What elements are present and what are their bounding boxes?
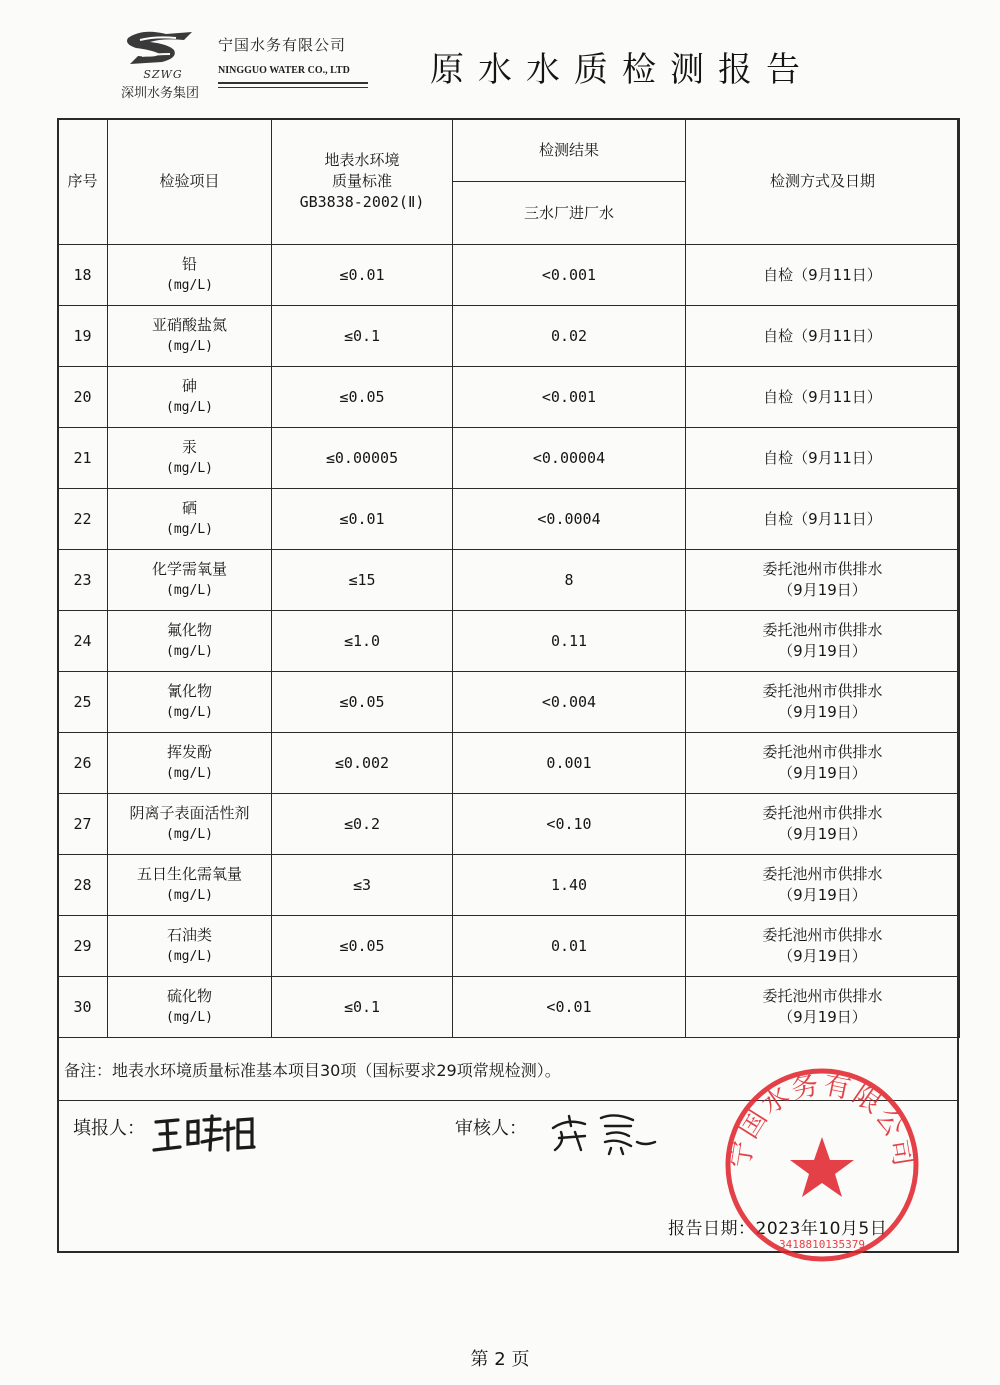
- item-unit: (mg/L): [166, 583, 213, 598]
- cell-result: [453, 977, 686, 1038]
- standard-limit: ≤15: [348, 570, 376, 589]
- method-line: 自检（9月11日）: [763, 265, 882, 284]
- cell-result: [453, 672, 686, 733]
- row-number: 23: [73, 570, 92, 589]
- item-unit: (mg/L): [166, 949, 213, 964]
- cell-seq: [58, 428, 108, 489]
- method-line: （9月19日）: [778, 764, 867, 782]
- cell-standard: [272, 611, 453, 672]
- item-name: 铅: [181, 255, 197, 273]
- method-line: 自检（9月11日）: [763, 509, 882, 528]
- result-value: <0.004: [541, 692, 597, 711]
- cell-result: [453, 916, 686, 977]
- method-line: （9月19日）: [778, 581, 867, 599]
- row-number: 19: [73, 326, 92, 345]
- cell-item: [108, 977, 272, 1038]
- standard-limit: ≤0.2: [343, 814, 381, 833]
- standard-limit: ≤0.01: [339, 509, 385, 528]
- header-seq: 序号: [58, 119, 108, 245]
- reviewer-signature: [545, 1108, 665, 1156]
- method-line: （9月19日）: [778, 825, 867, 843]
- table-row: [58, 611, 960, 672]
- cell-result: [453, 733, 686, 794]
- cell-standard: [272, 367, 453, 428]
- table-header-row: [58, 119, 960, 182]
- method-line: 自检（9月11日）: [763, 387, 882, 406]
- method-line: 委托池州市供排水: [762, 743, 883, 761]
- cell-item: [108, 611, 272, 672]
- standard-limit: ≤3: [352, 875, 372, 894]
- cell-seq: [58, 489, 108, 550]
- item-name: 硫化物: [166, 987, 212, 1005]
- szwg-logo-icon: [122, 28, 198, 68]
- cell-result: [453, 550, 686, 611]
- cell-standard: [272, 306, 453, 367]
- method-line: （9月19日）: [778, 703, 867, 721]
- remark: 备注：地表水环境质量标准基本项目30项（国标要求29项常规检测）。: [64, 1061, 561, 1080]
- header-result: 检测结果: [453, 119, 686, 182]
- result-value: 0.01: [550, 936, 588, 955]
- cell-item: [108, 916, 272, 977]
- item-name: 化学需氧量: [151, 560, 227, 578]
- company-rule: [218, 82, 368, 88]
- row-number: 25: [73, 692, 92, 711]
- quality-table: [57, 118, 960, 1038]
- cell-item: [108, 428, 272, 489]
- item-unit: (mg/L): [166, 522, 213, 537]
- filler-label: 填报人：: [73, 1118, 145, 1139]
- table-row: [58, 916, 960, 977]
- group-name: 深圳水务集团: [120, 86, 199, 101]
- result-value: 1.40: [550, 875, 588, 894]
- item-name: 氟化物: [166, 621, 212, 639]
- cell-result: [453, 489, 686, 550]
- method-line: 委托池州市供排水: [762, 926, 883, 944]
- cell-item: [108, 245, 272, 306]
- row-number: 18: [73, 265, 92, 284]
- table-row: [58, 672, 960, 733]
- header-standard-line1: 地表水环境: [324, 151, 400, 169]
- item-unit: (mg/L): [166, 1010, 213, 1025]
- method-line: 委托池州市供排水: [762, 560, 883, 578]
- cell-seq: [58, 977, 108, 1038]
- table-row: [58, 489, 960, 550]
- company-name-cn: 宁国水务有限公司: [218, 36, 347, 54]
- cell-seq: [58, 245, 108, 306]
- standard-limit: ≤0.05: [339, 387, 385, 406]
- row-number: 30: [73, 997, 92, 1016]
- item-name: 砷: [181, 377, 197, 395]
- cell-seq: [58, 611, 108, 672]
- row-number: 27: [73, 814, 92, 833]
- row-number: 20: [73, 387, 92, 406]
- table-row: [58, 855, 960, 916]
- method-line: 委托池州市供排水: [762, 987, 883, 1005]
- page-number: 第 2 页: [470, 1349, 530, 1370]
- table-row: [58, 733, 960, 794]
- header-standard-line2: 质量标准: [331, 172, 392, 190]
- row-number: 26: [73, 753, 92, 772]
- seal-text: 宁国水务有限公司: [724, 1069, 920, 1171]
- group-logo-latin: SZWG: [143, 68, 183, 81]
- method-line: 委托池州市供排水: [762, 865, 883, 883]
- table-row: [58, 550, 960, 611]
- result-value: <0.001: [541, 265, 597, 284]
- cell-method: [686, 306, 960, 367]
- group-logo: [110, 28, 210, 100]
- reviewer-label: 审核人：: [455, 1118, 527, 1139]
- header-method: 检测方式及日期: [686, 119, 960, 245]
- item-name: 氰化物: [166, 682, 212, 700]
- item-name: 挥发酚: [166, 743, 212, 761]
- method-line: 委托池州市供排水: [762, 621, 883, 639]
- item-unit: (mg/L): [166, 400, 213, 415]
- standard-limit: ≤0.1: [343, 997, 381, 1016]
- header-result-sub: 三水厂进厂水: [453, 182, 686, 245]
- item-unit: (mg/L): [166, 766, 213, 781]
- method-line: （9月19日）: [778, 886, 867, 904]
- result-value: <0.0004: [537, 509, 601, 528]
- cell-standard: [272, 489, 453, 550]
- result-value: 0.11: [550, 631, 588, 650]
- result-value: 0.001: [546, 753, 592, 772]
- cell-method: [686, 611, 960, 672]
- header-standard: [272, 119, 453, 245]
- cell-method: [686, 855, 960, 916]
- cell-standard: [272, 916, 453, 977]
- cell-method: [686, 794, 960, 855]
- item-name: 汞: [181, 438, 197, 456]
- header-standard-line3: GB3838-2002(Ⅱ): [299, 193, 425, 211]
- standard-limit: ≤0.05: [339, 936, 385, 955]
- row-number: 21: [73, 448, 92, 467]
- item-unit: (mg/L): [166, 705, 213, 720]
- report-header: [0, 0, 1000, 118]
- row-number: 24: [73, 631, 92, 650]
- item-unit: (mg/L): [166, 888, 213, 903]
- method-line: 自检（9月11日）: [763, 326, 882, 345]
- table-row: [58, 428, 960, 489]
- table-row: [58, 367, 960, 428]
- cell-standard: [272, 245, 453, 306]
- cell-method: [686, 428, 960, 489]
- table-row: [58, 245, 960, 306]
- method-line: 自检（9月11日）: [763, 448, 882, 467]
- cell-method: [686, 489, 960, 550]
- cell-method: [686, 245, 960, 306]
- cell-item: [108, 794, 272, 855]
- table-row: [58, 306, 960, 367]
- cell-result: [453, 855, 686, 916]
- seal-code: 3418810135379: [778, 1238, 866, 1251]
- item-unit: (mg/L): [166, 339, 213, 354]
- filler-signature: [150, 1110, 260, 1158]
- cell-result: [453, 306, 686, 367]
- method-line: 委托池州市供排水: [762, 682, 883, 700]
- row-number: 29: [73, 936, 92, 955]
- standard-limit: ≤0.002: [334, 753, 390, 772]
- company-name-en: NINGGUO WATER CO., LTD: [218, 65, 350, 76]
- item-name: 石油类: [166, 926, 212, 944]
- method-line: 委托池州市供排水: [762, 804, 883, 822]
- item-unit: (mg/L): [166, 827, 213, 842]
- method-line: （9月19日）: [778, 947, 867, 965]
- method-line: （9月19日）: [778, 642, 867, 660]
- report-date: 报告日期：2023年10月5日: [668, 1219, 888, 1239]
- cell-method: [686, 672, 960, 733]
- table-body: [58, 245, 960, 1038]
- cell-standard: [272, 672, 453, 733]
- document-title: 原水水质检测报告: [430, 50, 814, 90]
- standard-limit: ≤1.0: [343, 631, 381, 650]
- table-row: [58, 794, 960, 855]
- table-row: [58, 977, 960, 1038]
- cell-result: [453, 794, 686, 855]
- item-name: 阴离子表面活性剂: [129, 804, 250, 822]
- company-block: [218, 34, 363, 88]
- cell-item: [108, 672, 272, 733]
- item-unit: (mg/L): [166, 278, 213, 293]
- item-unit: (mg/L): [166, 461, 213, 476]
- cell-item: [108, 855, 272, 916]
- cell-item: [108, 550, 272, 611]
- result-value: <0.001: [541, 387, 597, 406]
- result-value: 8: [564, 570, 574, 589]
- cell-seq: [58, 794, 108, 855]
- cell-standard: [272, 550, 453, 611]
- header-item: 检验项目: [108, 119, 272, 245]
- standard-limit: ≤0.05: [339, 692, 385, 711]
- cell-seq: [58, 672, 108, 733]
- item-name: 五日生化需氧量: [136, 865, 242, 883]
- cell-standard: [272, 794, 453, 855]
- result-value: <0.01: [546, 997, 592, 1016]
- item-name: 硒: [181, 499, 197, 517]
- cell-seq: [58, 367, 108, 428]
- result-value: <0.00004: [532, 448, 606, 467]
- cell-standard: [272, 428, 453, 489]
- cell-method: [686, 916, 960, 977]
- method-line: （9月19日）: [778, 1008, 867, 1026]
- item-name: 亚硝酸盐氮: [151, 316, 227, 334]
- cell-item: [108, 733, 272, 794]
- company-seal-icon: [722, 1065, 922, 1265]
- row-number: 22: [73, 509, 92, 528]
- cell-result: [453, 245, 686, 306]
- cell-result: [453, 428, 686, 489]
- cell-item: [108, 306, 272, 367]
- cell-seq: [58, 550, 108, 611]
- cell-item: [108, 489, 272, 550]
- result-value: 0.02: [550, 326, 588, 345]
- cell-method: [686, 977, 960, 1038]
- standard-limit: ≤0.00005: [325, 448, 399, 467]
- cell-standard: [272, 855, 453, 916]
- cell-result: [453, 611, 686, 672]
- cell-standard: [272, 733, 453, 794]
- cell-method: [686, 550, 960, 611]
- cell-method: [686, 367, 960, 428]
- cell-item: [108, 367, 272, 428]
- standard-limit: ≤0.01: [339, 265, 385, 284]
- cell-seq: [58, 916, 108, 977]
- cell-result: [453, 367, 686, 428]
- row-number: 28: [73, 875, 92, 894]
- cell-seq: [58, 733, 108, 794]
- standard-limit: ≤0.1: [343, 326, 381, 345]
- cell-method: [686, 733, 960, 794]
- item-unit: (mg/L): [166, 644, 213, 659]
- cell-standard: [272, 977, 453, 1038]
- cell-seq: [58, 306, 108, 367]
- cell-seq: [58, 855, 108, 916]
- result-value: <0.10: [546, 814, 592, 833]
